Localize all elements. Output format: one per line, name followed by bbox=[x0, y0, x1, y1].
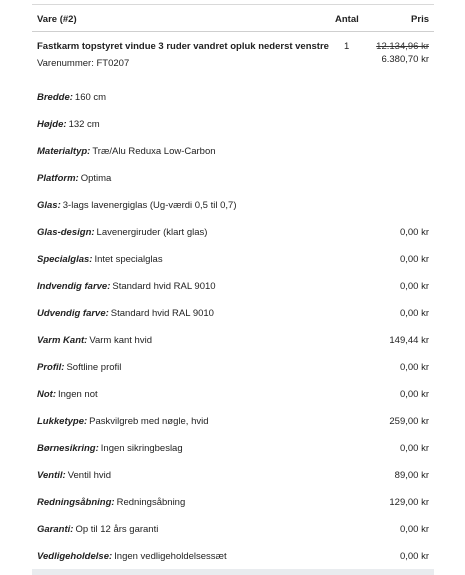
attribute-value: Lavenergiruder (klart glas) bbox=[96, 227, 208, 238]
product-old-price: 12.134,96 kr bbox=[376, 41, 429, 52]
attribute-label: Platform: bbox=[37, 173, 79, 184]
attribute-row bbox=[37, 281, 429, 295]
product-quantity: 1 bbox=[344, 41, 350, 52]
attribute-value: 3-lags lavenergiglas (Ug-værdi 0,5 til 0,7) bbox=[62, 200, 237, 211]
attribute-label: Not: bbox=[37, 389, 56, 400]
attribute-label: Profil: bbox=[37, 362, 65, 373]
attribute-row bbox=[37, 335, 429, 349]
column-header-item: Vare (#2) bbox=[37, 14, 77, 25]
attribute-row bbox=[37, 470, 429, 484]
attribute-price: 0,00 kr bbox=[399, 389, 429, 400]
attribute-price: 0,00 kr bbox=[399, 254, 429, 265]
attribute-row bbox=[37, 443, 429, 457]
top-divider bbox=[32, 4, 434, 5]
attribute-label: Materialtyp: bbox=[37, 146, 91, 157]
attribute-label: Varm Kant: bbox=[37, 335, 88, 346]
attribute-row bbox=[37, 416, 429, 430]
attribute-label: Specialglas: bbox=[37, 254, 93, 265]
attribute-price: 0,00 kr bbox=[399, 308, 429, 319]
attribute-price: 0,00 kr bbox=[399, 524, 429, 535]
attribute-label: Vedligeholdelse: bbox=[37, 551, 113, 562]
attribute-row bbox=[37, 362, 429, 376]
attribute-price: 149,44 kr bbox=[389, 335, 429, 346]
attribute-value: Ingen vedligeholdelsessæt bbox=[114, 551, 227, 562]
attribute-value: Varm kant hvid bbox=[89, 335, 152, 346]
attribute-label: Bredde: bbox=[37, 92, 73, 103]
attribute-price: 129,00 kr bbox=[389, 497, 429, 508]
attribute-price: 0,00 kr bbox=[399, 551, 429, 562]
product-new-price: 6.380,70 kr bbox=[381, 54, 429, 65]
attribute-row bbox=[37, 389, 429, 403]
attribute-value: Op til 12 års garanti bbox=[75, 524, 159, 535]
column-header-price: Pris bbox=[411, 14, 429, 25]
attribute-value: 132 cm bbox=[68, 119, 100, 130]
attribute-value: Ingen sikringbeslag bbox=[100, 443, 183, 454]
attribute-label: Udvendig farve: bbox=[37, 308, 109, 319]
attribute-price: 89,00 kr bbox=[394, 470, 429, 481]
attribute-row bbox=[37, 119, 429, 133]
attribute-value: Ingen not bbox=[58, 389, 98, 400]
attribute-label: Glas-design: bbox=[37, 227, 95, 238]
column-header-quantity: Antal bbox=[335, 14, 359, 25]
attribute-label: Lukketype: bbox=[37, 416, 88, 427]
attribute-label: Garanti: bbox=[37, 524, 74, 535]
attribute-value: Standard hvid RAL 9010 bbox=[110, 308, 214, 319]
attribute-row bbox=[37, 92, 429, 106]
attribute-label: Børnesikring: bbox=[37, 443, 99, 454]
attribute-value: Optima bbox=[80, 173, 112, 184]
attribute-row bbox=[37, 173, 429, 187]
attribute-row bbox=[37, 200, 429, 214]
header-divider bbox=[32, 31, 434, 32]
attribute-value: Redningsåbning bbox=[116, 497, 186, 508]
attribute-value: Paskvilgreb med nøgle, hvid bbox=[89, 416, 209, 427]
attribute-price: 0,00 kr bbox=[399, 362, 429, 373]
attribute-value: Træ/Alu Reduxa Low-Carbon bbox=[92, 146, 216, 157]
product-item-number: Varenummer: FT0207 bbox=[37, 58, 130, 69]
attribute-price: 0,00 kr bbox=[399, 443, 429, 454]
attribute-label: Indvendig farve: bbox=[37, 281, 111, 292]
attribute-value: Ventil hvid bbox=[67, 470, 111, 481]
attribute-label: Glas: bbox=[37, 200, 61, 211]
attribute-value: Standard hvid RAL 9010 bbox=[112, 281, 216, 292]
attribute-row bbox=[37, 254, 429, 268]
product-name: Fastkarm topstyret vindue 3 ruder vandret opluk nederst venstre bbox=[37, 41, 329, 52]
attribute-row bbox=[37, 146, 429, 160]
attribute-value: Softline profil bbox=[66, 362, 122, 373]
attribute-price: 0,00 kr bbox=[399, 281, 429, 292]
attribute-row bbox=[37, 551, 429, 565]
attribute-price: 0,00 kr bbox=[399, 227, 429, 238]
attribute-label: Redningsåbning: bbox=[37, 497, 115, 508]
attribute-value: 160 cm bbox=[74, 92, 107, 103]
attribute-label: Højde: bbox=[37, 119, 67, 130]
attribute-row bbox=[37, 308, 429, 322]
attribute-label: Ventil: bbox=[37, 470, 66, 481]
attribute-value: Intet specialglas bbox=[94, 254, 163, 265]
attribute-price: 259,00 kr bbox=[389, 416, 429, 427]
bottom-bar bbox=[32, 569, 434, 575]
attribute-row bbox=[37, 497, 429, 511]
attribute-row bbox=[37, 524, 429, 538]
attribute-row bbox=[37, 227, 429, 241]
